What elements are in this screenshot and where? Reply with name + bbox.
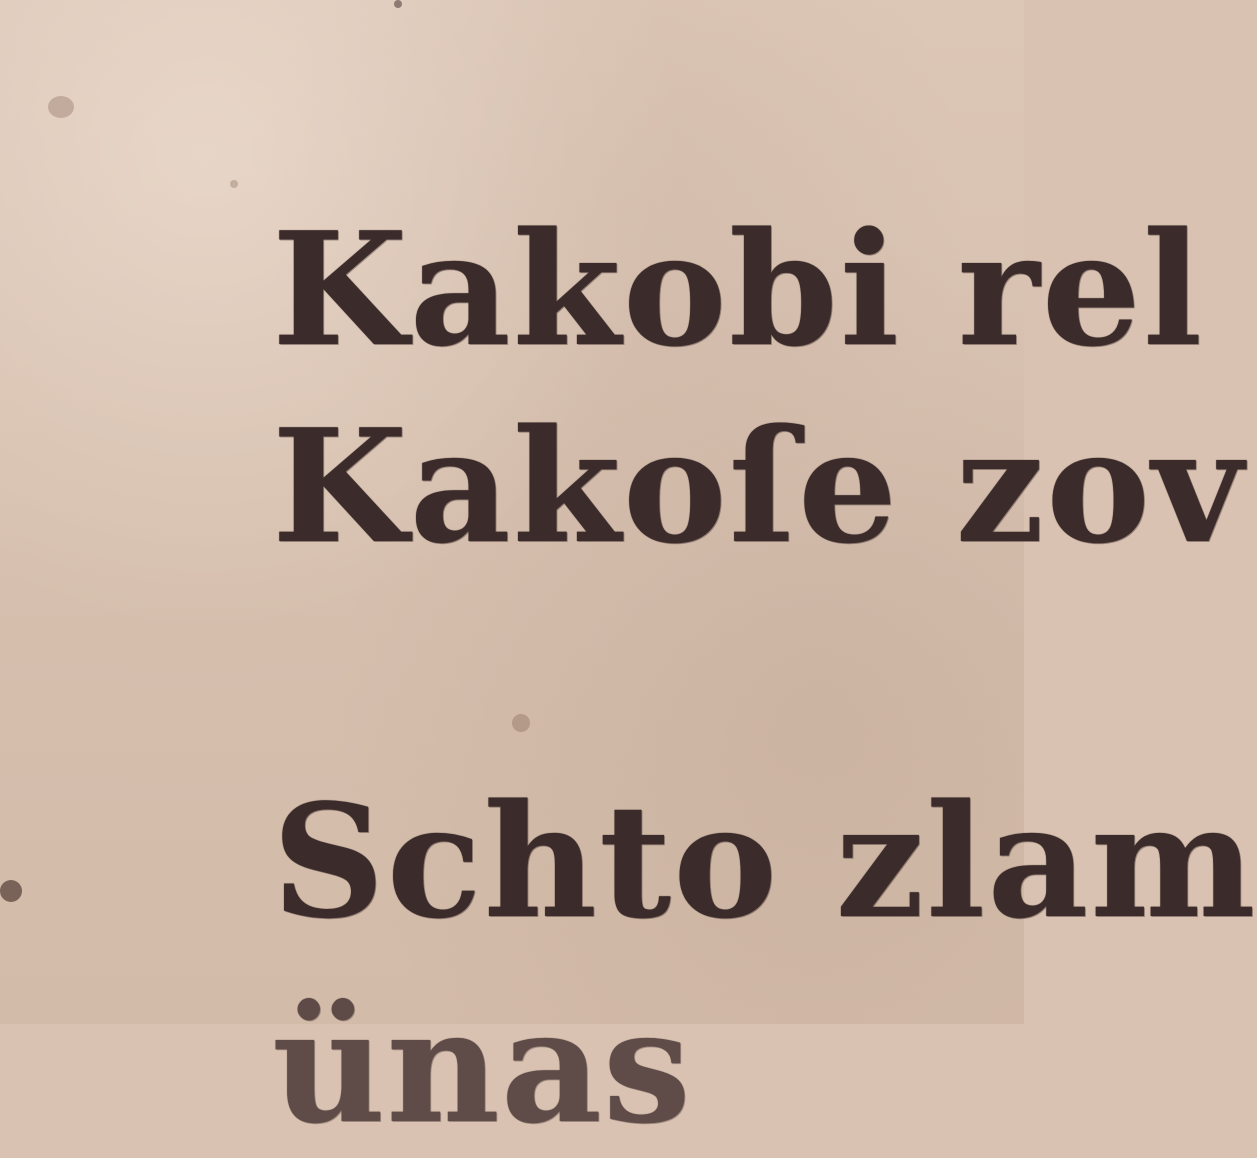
text-line-1: Kakobi rel [272, 198, 1205, 381]
paper-speck [512, 714, 530, 732]
paper-speck [48, 96, 74, 118]
paper-speck [230, 180, 238, 188]
ink-spot [0, 880, 22, 902]
ink-spot [394, 0, 402, 8]
text-line-2: Kakoſe zov [272, 395, 1245, 578]
text-line-4-partial: ünas [272, 975, 692, 1158]
text-line-3: Schto zlam [272, 770, 1257, 953]
